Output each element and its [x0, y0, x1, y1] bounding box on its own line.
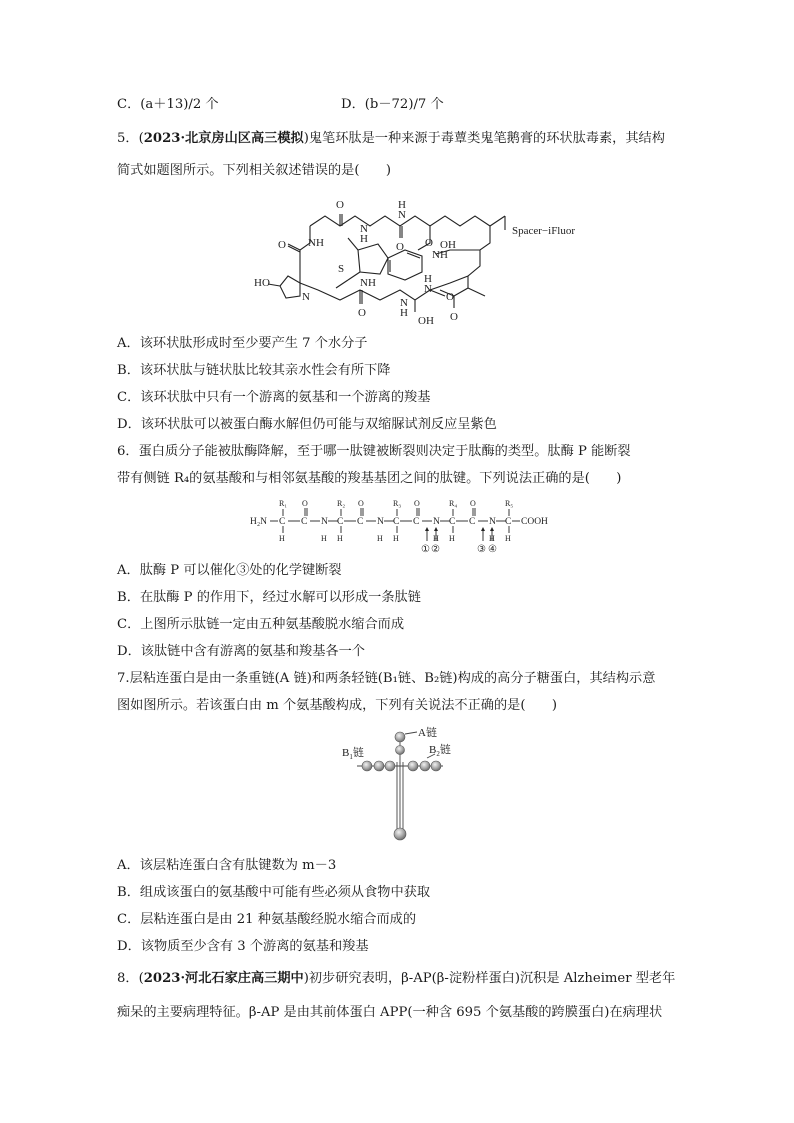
- svg-text:N: N: [400, 297, 408, 309]
- svg-text:NH: NH: [308, 237, 324, 249]
- svg-text:O: O: [278, 239, 286, 251]
- b2-chain-bead: [420, 761, 430, 771]
- svg-text:NH: NH: [432, 249, 448, 261]
- svg-text:H₂N: H₂N: [250, 517, 268, 527]
- q7-option-a: A．该层粘连蛋白含有肽键数为 m－3: [117, 858, 337, 873]
- svg-text:O: O: [446, 291, 454, 303]
- q4-option-c: C．(a＋13)/2 个: [117, 97, 219, 112]
- svg-text:C: C: [337, 517, 344, 527]
- q6-option-d: D．该肽链中含有游离的氨基和羧基各一个: [117, 644, 365, 659]
- svg-text:Spacer−iFluor: Spacer−iFluor: [512, 225, 576, 237]
- q8-stem-line2: 痴呆的主要病理特征。β-AP 是由其前体蛋白 APP(一种含 695 个氨基酸的跨膜蛋白)在病理状: [117, 1005, 663, 1020]
- svg-text:N: N: [424, 283, 432, 295]
- svg-text:O: O: [358, 307, 366, 319]
- marker-3: ③: [477, 544, 486, 555]
- svg-text:N: N: [433, 517, 440, 527]
- q5-option-d: D．该环状肽可以被蛋白酶水解但仍可能与双缩脲试剂反应呈紫色: [117, 417, 497, 432]
- q7-option-d: D．该物质至少含有 3 个游离的氨基和羧基: [117, 939, 369, 954]
- b2-chain-bead: [431, 761, 441, 771]
- svg-text:N: N: [398, 209, 406, 221]
- svg-text:H: H: [400, 307, 408, 319]
- q5-option-c: C．该环状肽中只有一个游离的氨基和一个游离的羧基: [117, 390, 431, 405]
- svg-text:H: H: [433, 534, 439, 543]
- svg-text:O: O: [425, 237, 433, 249]
- svg-text:H: H: [398, 199, 406, 211]
- a-chain-bead: [395, 732, 405, 742]
- svg-text:H: H: [279, 534, 285, 543]
- svg-text:O: O: [302, 499, 308, 508]
- q7-stem-line2: 图如图所示。若该蛋白由 m 个氨基酸构成，下列有关说法不正确的是( ): [117, 698, 557, 713]
- q8-source: 2023·河北石家庄高三期中: [143, 971, 304, 986]
- svg-text:R₅: R₅: [505, 499, 514, 508]
- svg-text:COOH: COOH: [521, 517, 548, 527]
- svg-text:H: H: [321, 534, 327, 543]
- svg-text:C: C: [449, 517, 456, 527]
- svg-text:OH: OH: [440, 239, 456, 251]
- marker-1: ①: [421, 544, 430, 555]
- svg-text:OH: OH: [418, 315, 434, 327]
- svg-text:HO: HO: [254, 277, 270, 289]
- q6-option-c: C．上图所示肽链一定由五种氨基酸脱水缩合而成: [117, 617, 405, 632]
- q6-option-a: A．肽酶 P 可以催化③处的化学键断裂: [117, 563, 342, 578]
- svg-text:N: N: [302, 291, 310, 303]
- q5-option-a: A．该环状肽形成时至少要产生 7 个水分子: [117, 336, 368, 351]
- svg-text:R₃: R₃: [393, 499, 402, 508]
- b1-chain-bead: [374, 761, 384, 771]
- svg-text:H: H: [424, 273, 432, 285]
- svg-text:O: O: [450, 311, 458, 323]
- b1-chain-bead: [385, 761, 395, 771]
- svg-text:C: C: [279, 517, 286, 527]
- a-chain-end-bead: [394, 828, 406, 840]
- b1-chain-label: $B_1$链: [342, 747, 364, 761]
- q7-option-c: C．层粘连蛋白是由 21 种氨基酸经脱水缩合而成的: [117, 912, 417, 927]
- svg-text:NH: NH: [360, 277, 376, 289]
- marker-2: ②: [431, 544, 440, 555]
- q7-laminin-structure-figure: [335, 722, 475, 850]
- a-chain-label: A链: [418, 727, 437, 739]
- svg-text:S: S: [338, 263, 345, 275]
- a-chain-bead: [396, 746, 405, 755]
- svg-text:O: O: [470, 499, 476, 508]
- svg-text:C: C: [413, 517, 420, 527]
- svg-text:O: O: [358, 499, 364, 508]
- svg-text:H: H: [449, 534, 455, 543]
- svg-text:N: N: [360, 223, 368, 235]
- svg-text:O: O: [336, 199, 344, 211]
- q7-stem-line1: 7.层粘连蛋白是由一条重链(A 链)和两条轻链(B₁链、B₂链)构成的高分子糖蛋白，其结构示意: [117, 671, 656, 686]
- b1-chain-bead: [362, 761, 372, 771]
- q5-option-b: B．该环状肽与链状肽比较其亲水性会有所下降: [117, 363, 391, 378]
- svg-text:H: H: [377, 534, 383, 543]
- q5-stem-line2: 简式如题图所示。下列相关叙述错误的是( ): [117, 163, 392, 178]
- q8-stem-line1: 8．(2023·河北石家庄高三期中)初步研究表明，β-AP(β-淀粉样蛋白)沉积是 Alzheimer 型老年: [117, 971, 676, 986]
- svg-text:H: H: [489, 534, 495, 543]
- svg-text:H: H: [360, 233, 368, 245]
- svg-text:R₂: R₂: [337, 499, 346, 508]
- svg-text:O: O: [396, 241, 404, 253]
- svg-text:C: C: [301, 517, 308, 527]
- svg-text:H: H: [337, 534, 343, 543]
- svg-text:H: H: [393, 534, 399, 543]
- b2-chain-bead: [408, 761, 418, 771]
- q6-stem-line1: 6．蛋白质分子能被肽酶降解，至于哪一肽键被断裂则决定于肽酶的类型。肽酶 P 能断裂: [117, 444, 631, 459]
- q6-option-b: B．在肽酶 P 的作用下，经过水解可以形成一条肽链: [117, 590, 421, 605]
- svg-text:C: C: [469, 517, 476, 527]
- q6-stem-line2: 带有侧链 R₄的氨基酸和与相邻氨基酸的羧基基团之间的肽键。下列说法正确的是( ): [117, 471, 622, 486]
- q4-option-d: D．(b－72)/7 个: [341, 97, 444, 112]
- q5-stem-line1: 5．(2023·北京房山区高三模拟)鬼笔环肽是一种来源于毒蕈类鬼笔鹅膏的环状肽毒素，其结构: [117, 131, 665, 146]
- q7-option-b: B．组成该蛋白的氨基酸中可能有些必须从食物中获取: [117, 885, 431, 900]
- svg-text:R₁: R₁: [279, 499, 288, 508]
- svg-text:N: N: [489, 517, 496, 527]
- svg-text:C: C: [393, 517, 400, 527]
- b2-chain-label: $B_2$链: [429, 744, 451, 758]
- svg-text:O: O: [414, 499, 420, 508]
- q5-cyclic-peptide-figure: [240, 188, 576, 328]
- svg-text:C: C: [505, 517, 512, 527]
- svg-text:N: N: [321, 517, 328, 527]
- q5-source: 2023·北京房山区高三模拟: [143, 131, 304, 146]
- svg-text:H: H: [505, 534, 511, 543]
- svg-text:N: N: [377, 517, 384, 527]
- svg-text:R₄: R₄: [449, 499, 458, 508]
- svg-text:C: C: [357, 517, 364, 527]
- q6-peptide-chain-figure: [248, 497, 558, 555]
- marker-4: ④: [488, 544, 497, 555]
